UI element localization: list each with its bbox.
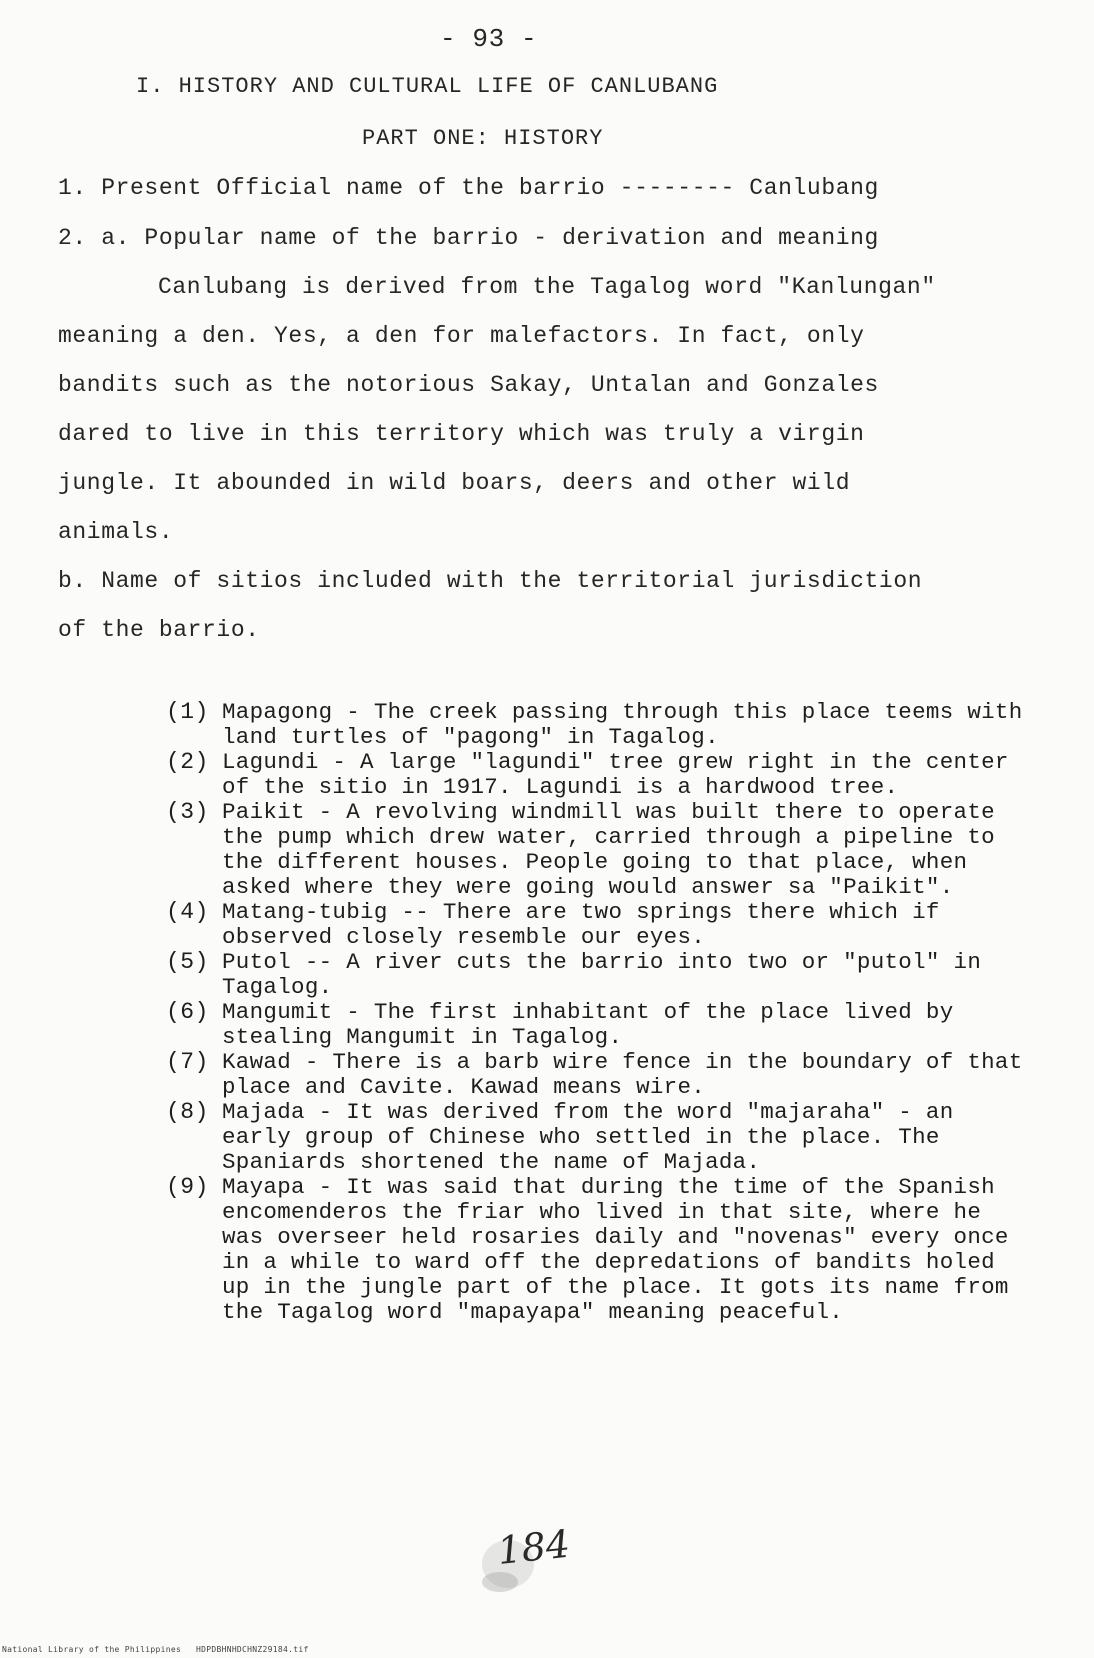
sitio-number: (1) <box>166 699 209 725</box>
sitio-description: Putol -- A river cuts the barrio into two or "putol" in Tagalog. <box>222 949 982 1000</box>
sitio-item <box>166 1175 1026 1325</box>
paragraph-line: meaning a den. Yes, a den for malefactors. In fact, only <box>58 323 865 349</box>
sitio-description: Lagundi - A large "lagundi" tree grew right in the center of the sitio in 1917. Lagundi is a hardwood tree. <box>222 749 1009 800</box>
paragraph-line: dared to live in this territory which was truly a virgin <box>58 421 865 447</box>
sitio-number: (7) <box>166 1049 209 1075</box>
paragraph-line: jungle. It abounded in wild boars, deers and other wild <box>58 470 851 496</box>
sitio-list <box>166 700 1026 1325</box>
footer-library-label: National Library of the Philippines <box>2 1645 182 1654</box>
footer-file-name: HDPDBHNHDCHNZ29184.tif <box>196 1645 309 1654</box>
stamp-number: 184 <box>495 1521 573 1573</box>
handwritten-page-stamp <box>478 1504 573 1596</box>
page-number: - 93 - <box>440 24 538 54</box>
sitio-item <box>166 1050 1026 1100</box>
sitio-item <box>166 950 1026 1000</box>
sitio-description: Majada - It was derived from the word "majaraha" - an early group of Chinese who settled in the place. The Spaniards shortened the name of Majada. <box>222 1099 954 1175</box>
sitios-heading: b. Name of sitios included with the territorial jurisdiction <box>58 568 923 594</box>
sitio-item <box>166 900 1026 950</box>
main-title: I. HISTORY AND CULTURAL LIFE OF CANLUBANG <box>136 74 719 99</box>
sitio-number: (2) <box>166 749 209 775</box>
paragraph-line: animals. <box>58 519 174 545</box>
sitio-number: (4) <box>166 899 209 925</box>
sitio-number: (6) <box>166 999 209 1025</box>
official-name-line: 1. Present Official name of the barrio -------- Canlubang <box>58 175 879 201</box>
sitio-item <box>166 800 1026 900</box>
sitio-description: Matang-tubig -- There are two springs there which if observed closely resemble our eyes. <box>222 899 940 950</box>
sitio-description: Mayapa - It was said that during the time of the Spanish encomenderos the friar who lived in that site, where he was overseer held rosaries daily and "novenas" every once in a while to ward off the depredations of bandits holed up in the jungle part of the place. It gots its name from the Tagalog word "mapayapa" meaning peaceful. <box>222 1174 1009 1325</box>
paragraph-line: bandits such as the notorious Sakay, Untalan and Gonzales <box>58 372 879 398</box>
sitios-heading-cont: of the barrio. <box>58 617 260 643</box>
sitio-description: Paikit - A revolving windmill was built there to operate the pump which drew water, carried through a pipeline to the different houses. People going to that place, when asked where they were going would answer sa "Paikit". <box>222 799 995 900</box>
sitio-item <box>166 750 1026 800</box>
sitio-item <box>166 700 1026 750</box>
sitio-number: (8) <box>166 1099 209 1125</box>
part-title: PART ONE: HISTORY <box>362 126 604 151</box>
sitio-number: (3) <box>166 799 209 825</box>
paragraph-line: Canlubang is derived from the Tagalog word "Kanlungan" <box>158 274 936 300</box>
sitio-number: (5) <box>166 949 209 975</box>
sitio-description: Mangumit - The first inhabitant of the place lived by stealing Mangumit in Tagalog. <box>222 999 954 1050</box>
sitio-item <box>166 1000 1026 1050</box>
sitio-number: (9) <box>166 1174 209 1200</box>
sitio-item <box>166 1100 1026 1175</box>
sitio-description: Kawad - There is a barb wire fence in the boundary of that place and Cavite. Kawad means wire. <box>222 1049 1023 1100</box>
popular-name-heading: 2. a. Popular name of the barrio - derivation and meaning <box>58 225 879 251</box>
sitio-description: Mapagong - The creek passing through this place teems with land turtles of "pagong" in Tagalog. <box>222 699 1023 750</box>
